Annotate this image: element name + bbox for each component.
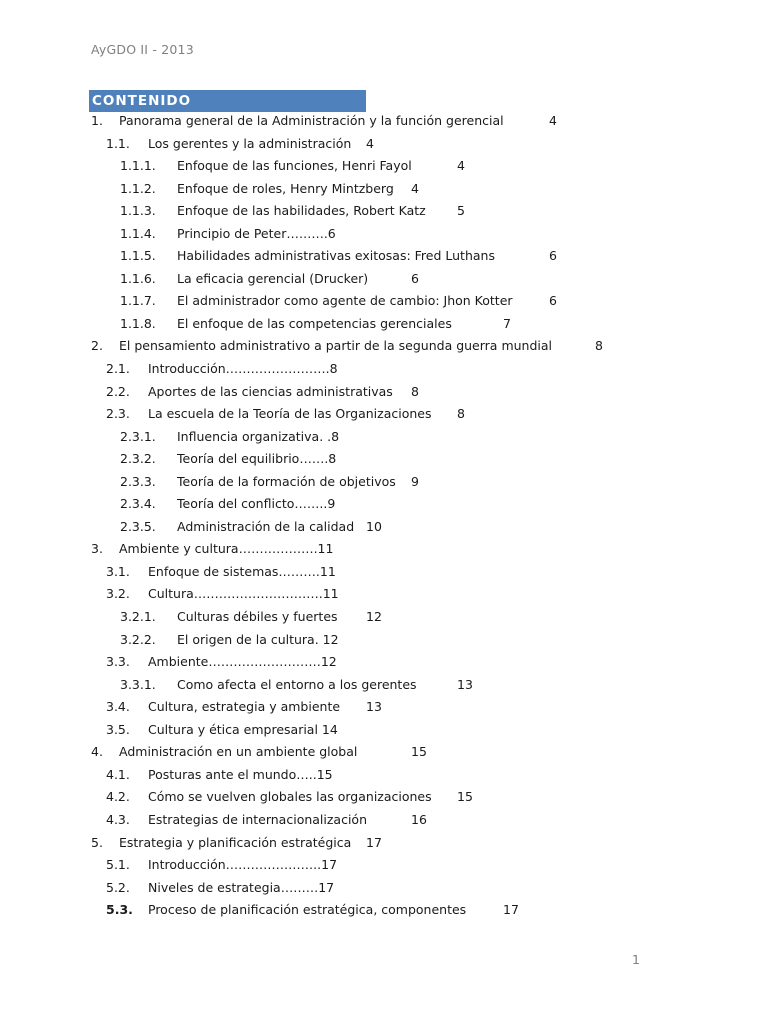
- toc-entry-title: La eficacia gerencial (Drucker): [177, 270, 369, 286]
- toc-entry-title: Teoría del equilibrio…….8: [177, 451, 337, 467]
- toc-entry-page: 4: [549, 113, 557, 128]
- toc-entry-title: Como afecta el entorno a los gerentes: [177, 676, 417, 692]
- toc-entry-title: Enfoque de sistemas……….11: [148, 563, 336, 579]
- toc-entry-title: Culturas débiles y fuertes: [177, 609, 338, 625]
- toc-entry-number: 2.3.: [106, 406, 130, 422]
- toc-entry-title: Niveles de estrategia………17: [148, 879, 335, 895]
- toc-entry[interactable]: [0, 899, 768, 922]
- toc-entry-number: 3.5.: [106, 721, 130, 737]
- toc-entry[interactable]: [0, 110, 768, 133]
- toc-entry-page: 13: [366, 699, 382, 715]
- toc-entry-title: Introducción…………………….8: [148, 361, 338, 377]
- toc-entry-page: 8: [457, 406, 465, 422]
- toc-entry-page: 17: [366, 834, 382, 850]
- toc-entry-page: 6: [549, 293, 557, 309]
- toc-entry-title: Introducción…………………..17: [148, 857, 338, 873]
- toc-entry[interactable]: [0, 786, 768, 809]
- toc-entry-page: 7: [503, 315, 511, 331]
- toc-entry-number: 2.2.: [106, 383, 130, 399]
- toc-entry-number: 1.1.: [106, 135, 130, 151]
- toc-entry[interactable]: [0, 516, 768, 539]
- toc-entry-number: 2.3.5.: [120, 518, 156, 534]
- toc-entry-page: 17: [503, 902, 519, 918]
- toc-entry-title: Ambiente y cultura……………….11: [119, 541, 334, 557]
- toc-entry-number: 1.1.1.: [120, 158, 156, 174]
- toc-entry[interactable]: [0, 313, 768, 336]
- toc-entry[interactable]: [0, 651, 768, 674]
- toc-entry-number: 2.3.3.: [120, 473, 156, 489]
- toc-entry-page: 5: [457, 203, 465, 219]
- toc-entry-page: 15: [457, 789, 473, 805]
- toc-entry-number: 5.: [91, 834, 103, 850]
- toc-entry-title: Influencia organizativa. .8: [177, 428, 340, 444]
- toc-entry[interactable]: [0, 223, 768, 246]
- toc-entry[interactable]: [0, 471, 768, 494]
- toc-entry[interactable]: [0, 696, 768, 719]
- toc-entry-title: Los gerentes y la administración: [148, 135, 352, 151]
- toc-entry-number: 4.: [91, 744, 103, 760]
- toc-entry-number: 4.3.: [106, 811, 130, 827]
- toc-entry-number: 1.1.3.: [120, 203, 156, 219]
- toc-entry[interactable]: [0, 583, 768, 606]
- toc-entry[interactable]: [0, 200, 768, 223]
- toc-entry-number: 2.3.2.: [120, 451, 156, 467]
- toc-entry[interactable]: [0, 448, 768, 471]
- toc-entry-title: Enfoque de las funciones, Henri Fayol: [177, 158, 412, 174]
- toc-entry-title: El origen de la cultura. 12: [177, 631, 339, 647]
- toc-entry-number: 2.1.: [106, 361, 130, 377]
- toc-entry-title: Habilidades administrativas exitosas: Fred Luthans: [177, 248, 495, 264]
- toc-entry[interactable]: [0, 133, 768, 156]
- toc-entry-page: 6: [549, 248, 557, 264]
- toc-entry-number: 1.1.5.: [120, 248, 156, 264]
- toc-entry[interactable]: [0, 426, 768, 449]
- toc-entry-page: 8: [595, 338, 603, 354]
- toc-entry[interactable]: [0, 832, 768, 855]
- toc-entry[interactable]: [0, 358, 768, 381]
- toc-entry-title: El enfoque de las competencias gerenciales: [177, 315, 452, 331]
- toc-entry[interactable]: [0, 809, 768, 832]
- toc-entry-title: Estrategias de internacionalización: [148, 811, 368, 827]
- toc-heading: CONTENIDO: [89, 90, 366, 112]
- toc-entry-page: 10: [366, 518, 382, 534]
- toc-entry-title: La escuela de la Teoría de las Organizaciones: [148, 406, 432, 422]
- toc-entry[interactable]: [0, 538, 768, 561]
- toc-entry-title: Cómo se vuelven globales las organizaciones: [148, 789, 432, 805]
- toc-entry-title: El pensamiento administrativo a partir de la segunda guerra mundial: [119, 338, 553, 354]
- toc-entry-number: 5.1.: [106, 857, 130, 873]
- toc-entry[interactable]: [0, 741, 768, 764]
- toc-entry[interactable]: [0, 764, 768, 787]
- toc-entry-number: 3.3.1.: [120, 676, 156, 692]
- toc-entry[interactable]: [0, 155, 768, 178]
- toc-entry-number: 4.2.: [106, 789, 130, 805]
- toc-entry-page: 9: [411, 473, 419, 489]
- toc-entry-page: 13: [457, 676, 473, 692]
- toc-entry-number: 3.2.: [106, 586, 130, 602]
- toc-entry-title: Ambiente………………………12: [148, 654, 337, 670]
- toc-entry[interactable]: [0, 854, 768, 877]
- toc-entry-number: 1.: [91, 113, 103, 128]
- running-header: AyGDO II - 2013: [91, 42, 194, 57]
- toc-entry-number: 3.2.2.: [120, 631, 156, 647]
- toc-entry-number: 2.3.4.: [120, 496, 156, 512]
- toc-entry[interactable]: [0, 606, 768, 629]
- toc-entry[interactable]: [0, 629, 768, 652]
- toc-entry-number: 3.2.1.: [120, 609, 156, 625]
- toc-entry-number: 3.1.: [106, 563, 130, 579]
- toc-entry-number: 5.2.: [106, 879, 130, 895]
- toc-entry-page: 6: [411, 270, 419, 286]
- toc-entry-title: Enfoque de las habilidades, Robert Katz: [177, 203, 426, 219]
- toc-entry-page: 4: [411, 180, 419, 196]
- toc-entry[interactable]: [0, 268, 768, 291]
- toc-entry-number: 2.3.1.: [120, 428, 156, 444]
- toc-entry-page: 4: [366, 135, 374, 151]
- toc-entry-page: 8: [411, 383, 419, 399]
- toc-entry-title: Teoría de la formación de objetivos: [177, 473, 396, 489]
- toc-entry-title: Cultura y ética empresarial 14: [148, 721, 338, 737]
- toc-entry[interactable]: [0, 335, 768, 358]
- toc-entry-number: 3.4.: [106, 699, 130, 715]
- toc-entry-title: Panorama general de la Administración y la función gerencial: [119, 113, 504, 128]
- toc-entry-number: 4.1.: [106, 766, 130, 782]
- toc-entry-number: 5.3.: [106, 902, 133, 918]
- page-number: 1: [632, 952, 640, 967]
- toc-entry[interactable]: [0, 877, 768, 900]
- toc-entry-number: 1.1.7.: [120, 293, 156, 309]
- table-of-contents: [0, 110, 768, 922]
- toc-entry-page: 16: [411, 811, 427, 827]
- toc-entry[interactable]: [0, 561, 768, 584]
- toc-entry-title: Administración en un ambiente global: [119, 744, 358, 760]
- toc-entry-title: El administrador como agente de cambio: Jhon Kotter: [177, 293, 513, 309]
- toc-entry[interactable]: [0, 381, 768, 404]
- toc-entry-title: Principio de Peter……….6: [177, 225, 336, 241]
- toc-entry[interactable]: [0, 178, 768, 201]
- toc-entry-title: Estrategia y planificación estratégica: [119, 834, 352, 850]
- toc-entry-page: 12: [366, 609, 382, 625]
- toc-entry-title: Cultura, estrategia y ambiente: [148, 699, 341, 715]
- toc-entry-title: Aportes de las ciencias administrativas: [148, 383, 393, 399]
- toc-entry-title: Cultura………………………….11: [148, 586, 339, 602]
- toc-entry-title: Posturas ante el mundo…..15: [148, 766, 333, 782]
- toc-entry-title: Teoría del conflicto……..9: [177, 496, 336, 512]
- toc-entry[interactable]: [0, 290, 768, 313]
- toc-entry-number: 3.: [91, 541, 103, 557]
- toc-entry[interactable]: [0, 719, 768, 742]
- toc-entry-page: 15: [411, 744, 427, 760]
- toc-entry-title: Administración de la calidad: [177, 518, 355, 534]
- toc-entry-number: 3.3.: [106, 654, 130, 670]
- toc-entry[interactable]: [0, 403, 768, 426]
- toc-entry-title: Proceso de planificación estratégica, componentes: [148, 902, 467, 918]
- toc-entry-number: 1.1.6.: [120, 270, 156, 286]
- toc-entry-number: 1.1.2.: [120, 180, 156, 196]
- toc-entry[interactable]: [0, 493, 768, 516]
- toc-entry-title: Enfoque de roles, Henry Mintzberg: [177, 180, 394, 196]
- toc-entry-page: 4: [457, 158, 465, 174]
- toc-entry[interactable]: [0, 674, 768, 697]
- toc-entry-number: 1.1.4.: [120, 225, 156, 241]
- toc-entry-number: 2.: [91, 338, 103, 354]
- toc-entry[interactable]: [0, 245, 768, 268]
- toc-entry-number: 1.1.8.: [120, 315, 156, 331]
